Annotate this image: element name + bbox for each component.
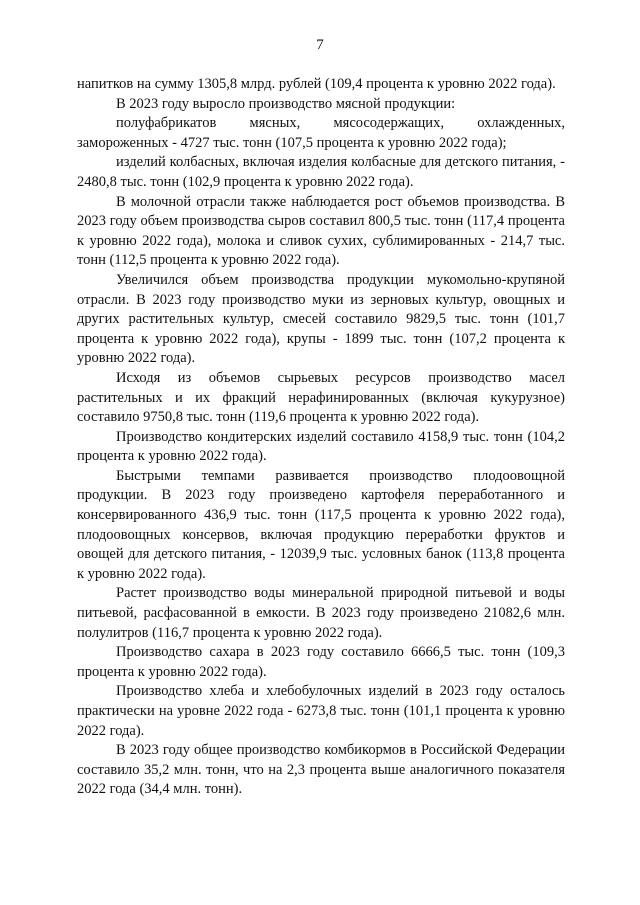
paragraph-sugar: Производство сахара в 2023 году составило 6666,5 тыс. тонн (109,3 процента к уровню 2022 года). — [77, 644, 565, 680]
paragraph-water: Растет производство воды минеральной природной питьевой и воды питьевой, расфасованной в емкости. В 2023 году произведено 21082,6 млн. полулитров (116,7 процента к уровню 2022 года). — [77, 585, 565, 641]
paragraph-compound-feed: В 2023 году общее производство комбикормов в Российской Федерации составило 35,2 млн. тонн, что на 2,3 процента выше аналогичного показателя 2022 года (34,4 млн. тонн). — [77, 742, 565, 798]
paragraph-beverages-continued: напитков на сумму 1305,8 млрд. рублей (109,4 процента к уровню 2022 года). — [77, 76, 556, 92]
paragraph-bread: Производство хлеба и хлебобулочных изделий в 2023 году осталось практически на уровне 2022 года - 6273,8 тыс. тонн (101,1 процента к уровню 2022 года). — [77, 683, 565, 739]
paragraph-fruit-vegetable: Быстрыми темпами развивается производство плодоовощной продукции. В 2023 году произведено картофеля переработанного и консервированного 436,9 тыс. тонн (117,5 процента к уровню 2022 года), плодоовощных консервов, включая продукцию переработки фруктов и овощей для детского питания, - 12039,9 тыс. условных банок (113,8 процента к уровню 2022 года). — [77, 467, 565, 582]
page-number: 7 — [316, 37, 324, 53]
paragraph-semi-finished: полуфабрикатов мясных, мясосодержащих, охлажденных, замороженных - 4727 тыс. тонн (107,5 процента к уровню 2022 года); — [77, 115, 565, 151]
paragraph-vegetable-oils: Исходя из объемов сырьевых ресурсов производство масел растительных и их фракций нерафинированных (включая кукурузное) составило 9750,8 тыс. тонн (119,6 процента к уровню 2022 года). — [77, 369, 565, 426]
paragraph-confectionery: Производство кондитерских изделий составило 4158,9 тыс. тонн (104,2 процента к уровню 2022 года). — [77, 428, 565, 465]
paragraph-meat-intro: В 2023 году выросло производство мясной продукции: — [116, 95, 456, 112]
paragraph-flour-milling: Увеличился объем производства продукции мукомольно-крупяной отрасли. В 2023 году производство муки из зерновых культур, овощных и других растительных культур, смесей составило 9829,5 тыс. тонн (101,7 процента к уровню 2022 года), крупы - 1899 тыс. тонн (107,2 процента к уровню 2022 года). — [77, 271, 565, 367]
paragraph-dairy: В молочной отрасли также наблюдается рост объемов производства. В 2023 году объем производства сыров составил 800,5 тыс. тонн (117,4 процента к уровню 2022 года), молока и сливок сухих, сублимированных - 214,7 тыс. тонн (112,5 процента к уровню 2022 года). — [77, 193, 565, 269]
body-text — [77, 75, 565, 800]
paragraph-sausages: изделий колбасных, включая изделия колбасные для детского питания, - 2480,8 тыс. тонн (102,9 процента к уровню 2022 года). — [77, 154, 565, 190]
